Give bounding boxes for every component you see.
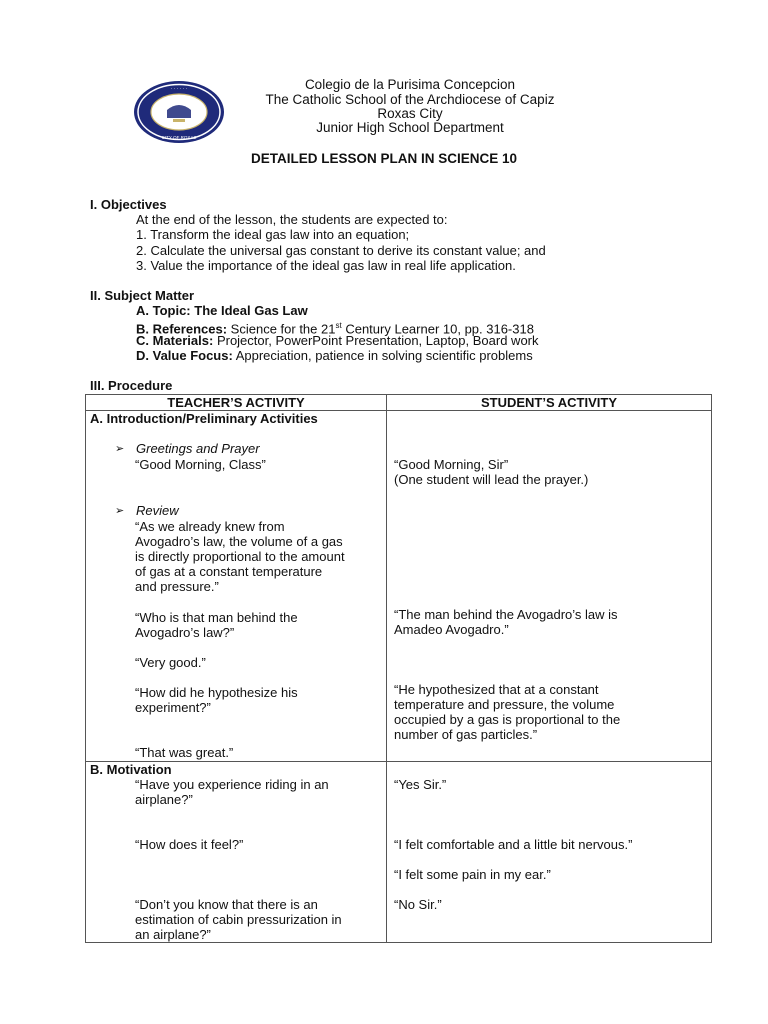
references-value-post: Century Learner 10, pp. 316-318 <box>345 321 534 337</box>
motivation-teacher-line: “Have you experience riding in an <box>135 777 329 792</box>
topic-value: The Ideal Gas Law <box>194 303 308 318</box>
table-header-row <box>86 395 712 411</box>
section-a-heading: A. Introduction/Preliminary Activities <box>90 411 318 426</box>
motivation-teacher-line: “How does it feel?” <box>135 837 244 852</box>
procedure-heading: III. Procedure <box>90 378 173 393</box>
school-name: Colegio de la Purisima Concepcion <box>304 77 516 92</box>
arrow-bullet-icon: ➢ <box>115 505 125 517</box>
review-student-answer: Amadeo Avogadro.” <box>394 622 509 637</box>
objective-item: 1. Transform the ideal gas law into an equation; <box>136 227 410 242</box>
arrow-bullet-icon: ➢ <box>115 443 125 455</box>
review-teacher-line: Avogadro’s law, the volume of a gas <box>135 534 343 549</box>
student-activity-header: STUDENT’S ACTIVITY <box>387 395 712 411</box>
materials-label: C. Materials: <box>136 333 214 348</box>
review-teacher-line: is directly proportional to the amount <box>135 549 345 564</box>
review-student-answer: number of gas particles.” <box>394 727 538 742</box>
topic-label: A. Topic: <box>136 303 191 318</box>
materials-line <box>136 333 539 348</box>
review-teacher-praise: “Very good.” <box>135 655 206 670</box>
review-label: Review <box>136 503 179 518</box>
value-focus-line <box>136 348 533 363</box>
section-b-heading: B. Motivation <box>90 762 172 777</box>
motivation-teacher-line: estimation of cabin pressurization in <box>135 912 342 927</box>
school-subtitle: The Catholic School of the Archdiocese of Capiz <box>265 92 555 107</box>
objective-item: 2. Calculate the universal gas constant to derive its constant value; and <box>136 243 546 258</box>
objectives-heading: I. Objectives <box>90 197 167 212</box>
greetings-student: (One student will lead the prayer.) <box>394 472 589 487</box>
objectives-intro: At the end of the lesson, the students are expected to: <box>136 212 448 227</box>
motivation-student-answer: “No Sir.” <box>394 897 442 912</box>
motivation-student-answer: “I felt comfortable and a little bit nervous.” <box>394 837 633 852</box>
review-student-answer: “He hypothesized that at a constant <box>394 682 599 697</box>
review-student-answer: temperature and pressure, the volume <box>394 697 615 712</box>
references-value-pre: Science for the 21 <box>230 321 336 337</box>
review-teacher-line: and pressure.” <box>135 579 219 594</box>
subject-matter-heading: II. Subject Matter <box>90 288 195 303</box>
review-teacher-question: Avogadro’s law?” <box>135 625 235 640</box>
review-teacher-question: “Who is that man behind the <box>135 610 298 625</box>
motivation-student-answer: “I felt some pain in my ear.” <box>394 867 551 882</box>
svg-text:CITY OF ROXAS: CITY OF ROXAS <box>161 135 197 140</box>
value-focus-label: D. Value Focus: <box>136 348 233 363</box>
greetings-label: Greetings and Prayer <box>136 441 260 456</box>
motivation-teacher-line: an airplane?” <box>135 927 211 942</box>
review-teacher-line: “As we already knew from <box>135 519 285 534</box>
references-label: B. References: <box>136 321 228 337</box>
review-student-answer: occupied by a gas is proportional to the <box>394 712 621 727</box>
document-title: DETAILED LESSON PLAN IN SCIENCE 10 <box>250 151 518 166</box>
review-teacher-question: experiment?” <box>135 700 211 715</box>
greetings-teacher: “Good Morning, Class” <box>135 457 266 472</box>
motivation-teacher-line: “Don’t you know that there is an <box>135 897 318 912</box>
procedure-table <box>85 394 712 943</box>
motivation-student-answer: “Yes Sir.” <box>394 777 447 792</box>
greetings-student: “Good Morning, Sir” <box>394 457 509 472</box>
table-row <box>86 762 712 943</box>
references-sup: st <box>335 321 342 330</box>
svg-text:· · · · · ·: · · · · · · <box>170 86 188 92</box>
teacher-activity-header: TEACHER’S ACTIVITY <box>86 395 387 411</box>
value-focus-value: Appreciation, patience in solving scientific problems <box>235 348 533 363</box>
school-city: Roxas City <box>377 106 443 121</box>
objective-item: 3. Value the importance of the ideal gas law in real life application. <box>136 258 516 273</box>
review-student-answer: “The man behind the Avogadro’s law is <box>394 607 618 622</box>
motivation-teacher-line: airplane?” <box>135 792 193 807</box>
table-row <box>86 411 712 762</box>
review-teacher-line: of gas at a constant temperature <box>135 564 323 579</box>
materials-value: Projector, PowerPoint Presentation, Laptop, Board work <box>216 333 539 348</box>
topic-line <box>136 303 308 318</box>
school-department: Junior High School Department <box>316 120 504 135</box>
review-teacher-question: “How did he hypothesize his <box>135 685 298 700</box>
review-teacher-praise: “That was great.” <box>135 745 234 760</box>
